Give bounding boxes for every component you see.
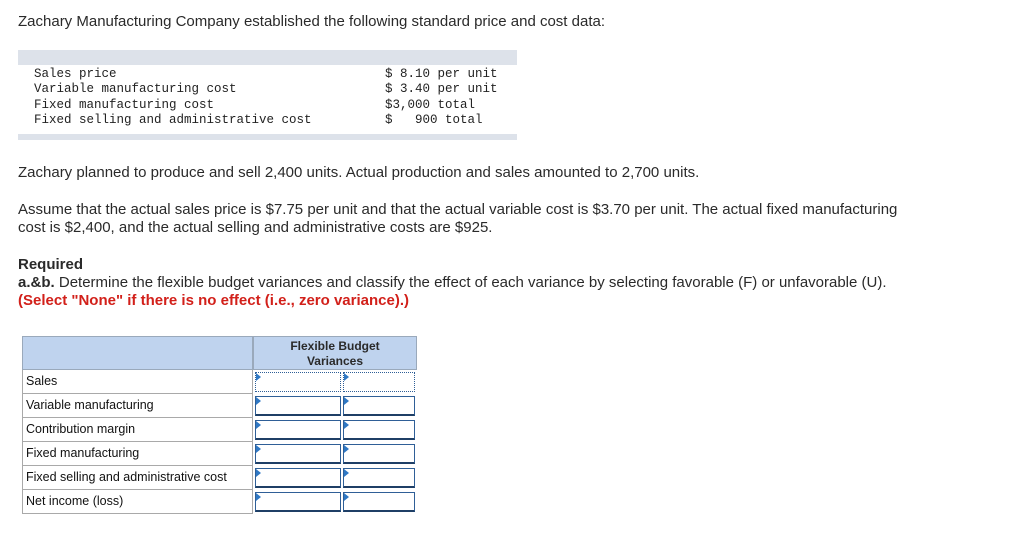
data-value: $ 8.10 per unit bbox=[385, 67, 498, 81]
fixed-selling-admin-variance-amount-input[interactable] bbox=[255, 468, 341, 488]
data-value: $ 900 total bbox=[385, 113, 483, 127]
table-row-variable-manufacturing bbox=[22, 394, 417, 418]
data-label: Fixed selling and administrative cost bbox=[34, 113, 312, 127]
standard-data-box bbox=[18, 50, 517, 140]
data-label: Fixed manufacturing cost bbox=[34, 98, 215, 112]
actual-costs-text-line2: cost is $2,400, and the actual selling and administrative costs are $925. bbox=[18, 219, 493, 236]
variable-mfg-variance-effect-select[interactable] bbox=[343, 396, 415, 416]
row-label: Variable manufacturing bbox=[22, 394, 253, 418]
row-label: Fixed manufacturing bbox=[22, 442, 253, 466]
data-box-bottom-bar bbox=[18, 134, 517, 140]
required-heading: Required bbox=[18, 256, 84, 273]
table-header-flexible-budget-variances bbox=[253, 336, 417, 370]
table-header-blank bbox=[22, 336, 253, 370]
table-row-fixed-selling-admin bbox=[22, 466, 417, 490]
fixed-selling-admin-variance-effect-select[interactable] bbox=[343, 468, 415, 488]
header-line2: Variances bbox=[306, 354, 364, 368]
row-label: Net income (loss) bbox=[22, 490, 253, 514]
table-row-fixed-manufacturing bbox=[22, 442, 417, 466]
dropdown-marker-icon bbox=[256, 373, 261, 381]
dropdown-marker-icon bbox=[256, 469, 261, 477]
sales-variance-amount-input[interactable] bbox=[255, 372, 341, 392]
required-instruction bbox=[18, 274, 887, 291]
data-label: Sales price bbox=[34, 67, 117, 81]
dropdown-marker-icon bbox=[256, 421, 261, 429]
dropdown-marker-icon bbox=[344, 493, 349, 501]
row-label: Sales bbox=[22, 370, 253, 394]
fixed-mfg-variance-effect-select[interactable] bbox=[343, 444, 415, 464]
zero-variance-note: (Select "None" if there is no effect (i.e., zero variance).) bbox=[18, 292, 409, 309]
dropdown-marker-icon bbox=[344, 397, 349, 405]
dropdown-marker-icon bbox=[256, 397, 261, 405]
intro-text: Zachary Manufacturing Company established the following standard price and cost data: bbox=[18, 13, 605, 30]
contribution-margin-variance-amount-input[interactable] bbox=[255, 420, 341, 440]
data-value: $ 3.40 per unit bbox=[385, 82, 498, 96]
net-income-variance-effect-select[interactable] bbox=[343, 492, 415, 512]
dropdown-marker-icon bbox=[256, 445, 261, 453]
dropdown-marker-icon bbox=[344, 445, 349, 453]
net-income-variance-amount-input[interactable] bbox=[255, 492, 341, 512]
dropdown-marker-icon bbox=[344, 421, 349, 429]
header-line1: Flexible Budget bbox=[290, 339, 380, 353]
row-label: Fixed selling and administrative cost bbox=[22, 466, 253, 490]
dropdown-marker-icon bbox=[256, 493, 261, 501]
table-row-contribution-margin bbox=[22, 418, 417, 442]
row-label: Contribution margin bbox=[22, 418, 253, 442]
table-row-net-income bbox=[22, 490, 417, 514]
instruction-text: Determine the flexible budget variances and classify the effect of each variance by selecting favorable (F) or unfavorable (U). bbox=[58, 274, 887, 291]
data-value: $3,000 total bbox=[385, 98, 476, 112]
contribution-margin-variance-effect-select[interactable] bbox=[343, 420, 415, 440]
variable-mfg-variance-amount-input[interactable] bbox=[255, 396, 341, 416]
dropdown-marker-icon bbox=[344, 373, 349, 381]
data-label: Variable manufacturing cost bbox=[34, 82, 237, 96]
sales-variance-effect-select[interactable] bbox=[343, 372, 415, 392]
table-row-sales bbox=[22, 370, 417, 394]
actual-costs-text-line1: Assume that the actual sales price is $7.75 per unit and that the actual variable cost is $3.70 per unit. The actual fixed manufacturing bbox=[18, 201, 898, 218]
dropdown-marker-icon bbox=[344, 469, 349, 477]
part-label: a.&b. bbox=[18, 274, 55, 291]
fixed-mfg-variance-amount-input[interactable] bbox=[255, 444, 341, 464]
planned-units-text: Zachary planned to produce and sell 2,400 units. Actual production and sales amounted to 2,700 units. bbox=[18, 164, 700, 181]
data-box-top-bar bbox=[18, 50, 517, 65]
